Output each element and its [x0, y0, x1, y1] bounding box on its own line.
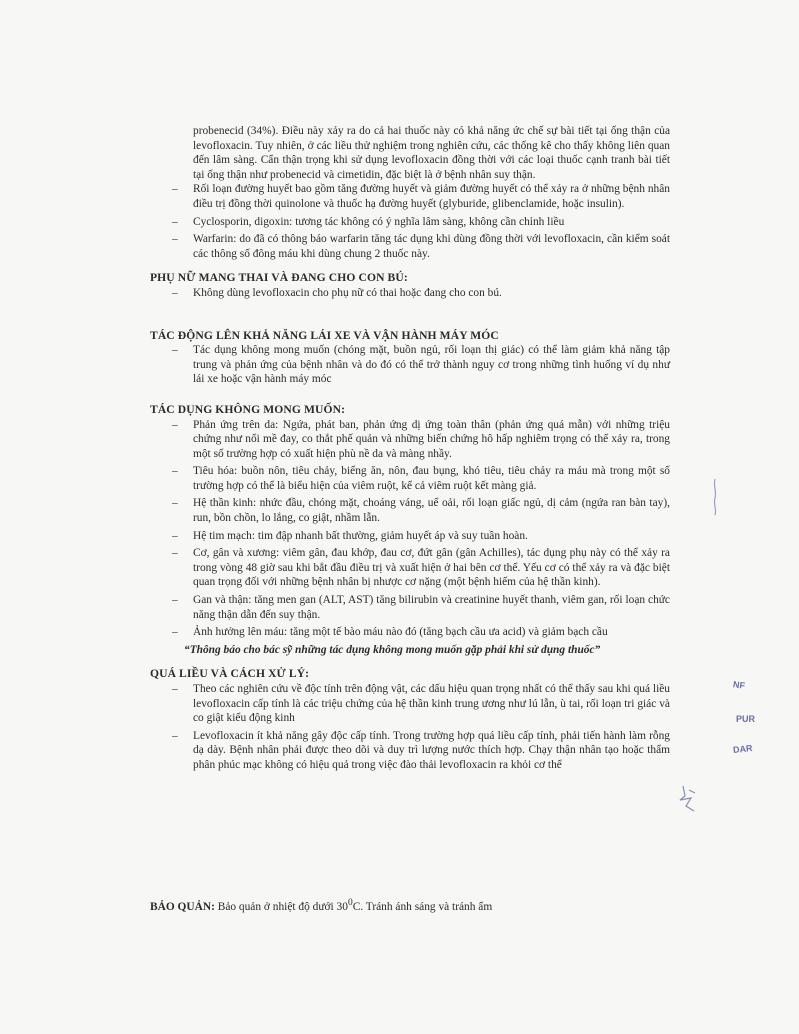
- list-item: – Warfarin: do đã có thông báo warfarin tăng tác dụng khi dùng đồng thời với levofloxacin, cần kiểm soát các thông số đông máu khi dùng chung 2 thuốc này.: [150, 232, 670, 261]
- degree-mark: 0: [347, 898, 353, 908]
- list-item: – Hệ tim mạch: tim đập nhanh bất thường, giảm huyết áp và suy tuần hoàn.: [150, 529, 670, 544]
- signature-mark-icon: [677, 784, 699, 814]
- list-item: – Gan và thận: tăng men gan (ALT, AST) tăng bilirubin và creatinine huyết thanh, viêm gan, rối loạn chức năng thận dẫn đến suy thận.: [150, 593, 670, 622]
- storage-text: Bảo quản ở nhiệt độ dưới 30: [214, 900, 348, 913]
- section-heading-driving: TÁC ĐỘNG LÊN KHẢ NĂNG LÁI XE VÀ VẬN HÀNH MÁY MÓC: [150, 328, 499, 342]
- pregnancy-list: [150, 286, 670, 301]
- section-heading-adverse-effects: TÁC DỤNG KHÔNG MONG MUỐN:: [150, 402, 346, 416]
- list-item: – Cyclosporin, digoxin: tương tác không có ý nghĩa lâm sàng, không cần chỉnh liều: [150, 215, 670, 230]
- document-body: [150, 124, 670, 776]
- overdose-list: [150, 682, 670, 773]
- list-item: – Theo các nghiên cứu về độc tính trên động vật, các dấu hiệu quan trọng nhất có thể thấy sau khi quá liều levofloxacin cấp tính là các triệu chứng của hệ thần kinh trung ương như lú lẫn, ù tai, rối loạn tri giác và co giật kiểu động kinh: [150, 682, 670, 726]
- list-item: – Ảnh hưởng lên máu: tăng một tế bào máu nào đó (tăng bạch cầu ưa acid) và giảm bạch cầu: [150, 625, 670, 640]
- storage-text-end: C. Tránh ánh sáng và tránh ẩm: [352, 900, 493, 913]
- list-item: – Tác dụng không mong muốn (chóng mặt, buồn ngủ, rối loạn thị giác) có thể làm giảm khả năng tập trung và phản ứng của bệnh nhân và do đó có thể trở thành nguy cơ trong những tình huống ví dụ như lái xe hoặc vận hành máy móc: [150, 343, 670, 387]
- list-item: – Hệ thần kinh: nhức đầu, chóng mặt, choáng váng, uể oải, rối loạn giấc ngủ, dị cảm (ngứa ran bàn tay), run, bồn chồn, lo lắng, co giật, nhầm lẫn.: [150, 496, 670, 525]
- margin-stamp: NF: [732, 679, 746, 691]
- margin-stamp: PUR: [736, 714, 756, 724]
- adverse-effects-note: “Thông báo cho bác sỹ những tác dụng không mong muốn gặp phải khi sử dụng thuốc”: [184, 643, 601, 656]
- storage-line: [150, 896, 710, 914]
- list-item: – Tiêu hóa: buồn nôn, tiêu chảy, biếng ăn, nôn, đau bụng, khó tiêu, tiêu chảy ra máu mà trong một số trường hợp có thể là biểu hiện của viêm ruột, kể cả viêm ruột kết màng giả.: [150, 464, 670, 493]
- list-item: – Phản ứng trên da: Ngứa, phát ban, phản ứng dị ứng toàn thân (phản ứng quá mẫn) với những triệu chứng như nổi mề đay, co thắt phế quản và những biến chứng hô hấp nghiêm trọng có thể xảy ra, trong một số trường hợp có xuất hiện phù nề da và màng nhầy.: [150, 418, 670, 462]
- list-item: – Cơ, gân và xương: viêm gân, đau khớp, đau cơ, đứt gân (gân Achilles), tác dụng phụ này có thể xảy ra trong vòng 48 giờ sau khi bắt đầu điều trị và xuất hiện ở hai bên cơ thể. Yếu cơ có thể xảy ra và đặc biệt quan trọng đối với những bệnh nhân bị nhược cơ nặng (một bệnh hiếm của hệ thần kinh).: [150, 546, 670, 590]
- intro-paragraph: probenecid (34%). Điều này xảy ra do cả hai thuốc này có khả năng ức chế sự bài tiết tại ống thận của levofloxacin. Tuy nhiên, ở các liều thử nghiệm trong nghiên cứu, các thống kê cho thấy không liên quan đến lâm sàng. Cẩn thận trọng khi sử dụng levofloxacin đồng thời với các loại thuốc cạnh tranh bài tiết tại ống thận như probenecid và cimetidin, đặc biệt là ở bệnh nhân suy thận.: [193, 125, 670, 181]
- list-item: – Rối loạn đường huyết bao gồm tăng đường huyết và giảm đường huyết có thể xảy ra ở những bệnh nhân điều trị đồng thời quinolone và thuốc hạ đường huyết (glyburide, glibenclamide, hoặc insulin).: [150, 182, 670, 211]
- pen-mark-icon: [712, 478, 718, 516]
- interaction-list: [150, 182, 670, 261]
- margin-stamp: DAR: [732, 743, 753, 755]
- list-item: – Không dùng levofloxacin cho phụ nữ có thai hoặc đang cho con bú.: [150, 286, 670, 301]
- driving-list: [150, 343, 670, 387]
- storage-label: BẢO QUẢN:: [150, 900, 215, 913]
- list-item: – Levofloxacin ít khả năng gây độc cấp tính. Trong trường hợp quá liều cấp tính, phải tiến hành làm rỗng dạ dày. Bệnh nhân phải được theo dõi và duy trì lượng nước thích hợp. Chạy thận nhân tạo hoặc thẩm phân phúc mạc không có hiệu quả trong việc đào thải levofloxacin ra khỏi cơ thể: [150, 729, 670, 773]
- adverse-effects-list: [150, 418, 670, 640]
- section-heading-pregnancy: PHỤ NỮ MANG THAI VÀ ĐANG CHO CON BÚ:: [150, 271, 408, 285]
- section-heading-overdose: QUÁ LIỀU VÀ CÁCH XỬ LÝ:: [150, 667, 310, 681]
